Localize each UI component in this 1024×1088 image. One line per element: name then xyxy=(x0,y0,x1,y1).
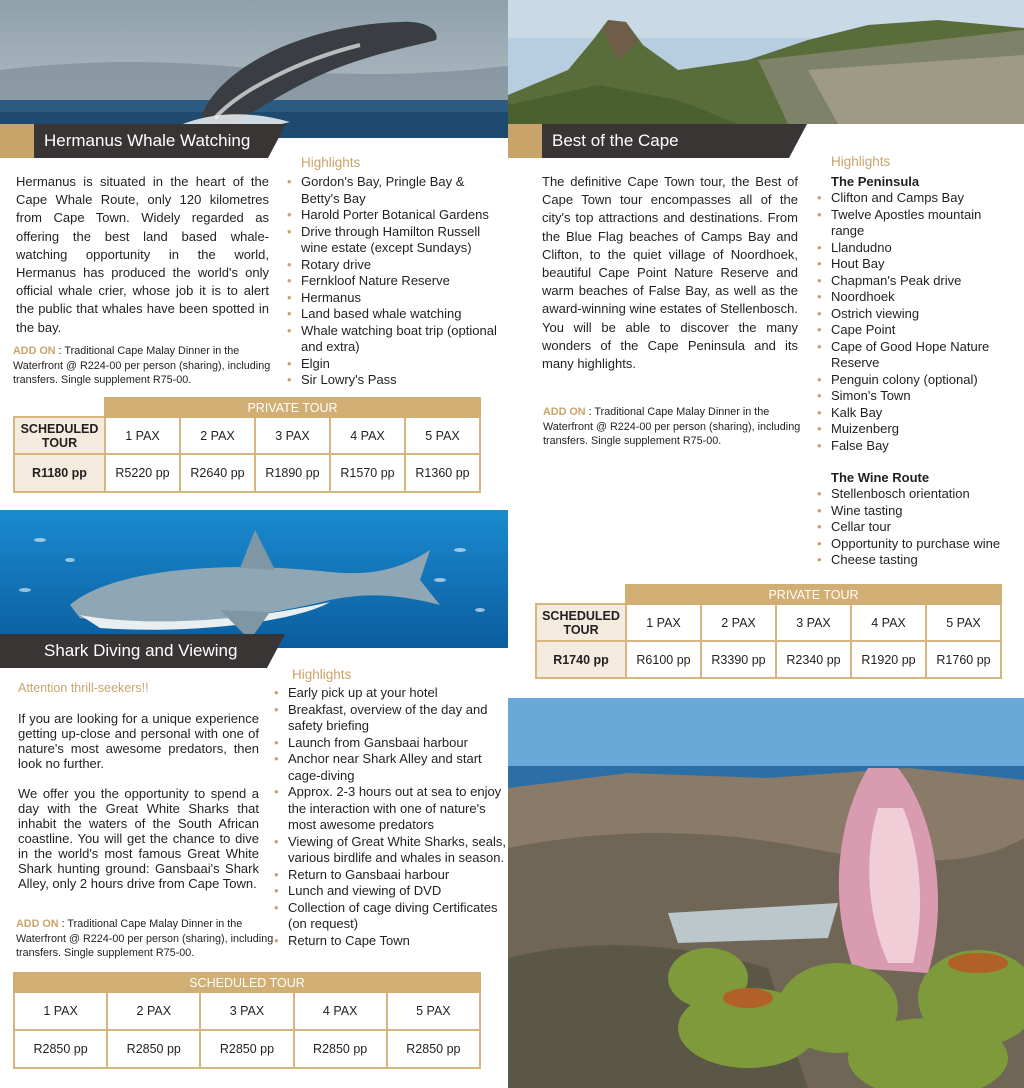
cape-price-table xyxy=(535,584,1002,679)
list-item: • Cheese tasting xyxy=(817,552,1017,569)
hermanus-highlights-title: Highlights xyxy=(301,155,361,170)
list-item: • Opportunity to purchase wine xyxy=(817,536,1017,553)
price-cell: R2850 pp xyxy=(200,1030,293,1068)
list-item: • Fernkloof Nature Reserve xyxy=(287,273,501,290)
shark-title: Shark Diving and Viewing xyxy=(0,634,267,668)
list-item: • Kalk Bay xyxy=(817,405,1013,422)
cape-addon xyxy=(543,405,805,449)
list-item: • Launch from Gansbaai harbour xyxy=(274,735,506,752)
list-item: • Rotary drive xyxy=(287,257,501,274)
list-item: • Cellar tour xyxy=(817,519,1017,536)
banner-cut xyxy=(268,124,286,158)
scheduled-price: R1740 pp xyxy=(536,641,626,678)
pax-header: 1 PAX xyxy=(14,992,107,1030)
list-item: • Wine tasting xyxy=(817,503,1017,520)
list-item: • Drive through Hamilton Russell wine estate (except Sundays) xyxy=(287,224,501,257)
addon-label: ADD ON xyxy=(543,406,586,418)
addon-text: : Traditional Cape Malay Dinner in the Waterfront @ R224-00 per person (sharing), including transfers. Single supplement R75-00. xyxy=(13,345,271,386)
pax-header: 1 PAX xyxy=(105,417,180,454)
list-item: • Return to Gansbaai harbour xyxy=(274,867,506,884)
scheduled-tour-label: SCHEDULED TOUR xyxy=(536,604,626,641)
peninsula-title: The Peninsula xyxy=(831,174,920,189)
list-item: • Whale watching boat trip (optional and extra) xyxy=(287,323,501,356)
list-item: • Ostrich viewing xyxy=(817,306,1013,323)
price-cell: R5220 pp xyxy=(105,454,180,492)
list-item: • Return to Cape Town xyxy=(274,933,506,950)
pax-header: 4 PAX xyxy=(294,992,387,1030)
pax-header: 3 PAX xyxy=(255,417,330,454)
scheduled-price: R1180 pp xyxy=(14,454,105,492)
price-cell: R1890 pp xyxy=(255,454,330,492)
list-item: • Noordhoek xyxy=(817,289,1013,306)
list-item: • Hermanus xyxy=(287,290,501,307)
price-cell: R2850 pp xyxy=(14,1030,107,1068)
addon-text: : Traditional Cape Malay Dinner in the Waterfront @ R224-00 per person (sharing), including transfers. Single supplement R75-00. xyxy=(16,918,274,959)
price-cell: R6100 pp xyxy=(626,641,701,678)
hermanus-description: Hermanus is situated in the heart of the Cape Whale Route, only 120 kilometres from Cape Town. Widely regarded as offering the best land based whale-watching opportunity in the world, Hermanus has produced the world's only official whale crier, whose job it is to alert the public that whales have been spotted in the bay. xyxy=(16,174,269,335)
list-item: • Hout Bay xyxy=(817,256,1013,273)
table-spacer xyxy=(536,585,626,604)
cape-description: The definitive Cape Town tour, the Best of Cape Town tour encompasses all of the city's top attractions and destinations. From the Blue Flag beaches of Camps Bay and Clifton, to the quiet village of Noordhoek, beautiful Cape Point Nature Reserve and warm beaches of False Bay, as well as the award-winning wine estates of Stellenbosch. You will be able to discover the many wonders of the Cape Peninsula and its many highlights. xyxy=(542,174,798,372)
hermanus-title: Hermanus Whale Watching xyxy=(34,124,268,158)
scheduled-tour-label: SCHEDULED TOUR xyxy=(14,417,105,454)
list-item: • Twelve Apostles mountain range xyxy=(817,207,1013,240)
price-cell: R2850 pp xyxy=(107,1030,200,1068)
addon-label: ADD ON xyxy=(16,918,59,930)
price-cell: R2340 pp xyxy=(776,641,851,678)
list-item: • Collection of cage diving Certificates (on request) xyxy=(274,900,506,933)
hermanus-title-banner xyxy=(0,124,286,158)
price-cell: R3390 pp xyxy=(701,641,776,678)
list-item: • Llandudno xyxy=(817,240,1013,257)
list-item: • Early pick up at your hotel xyxy=(274,685,506,702)
cape-highlights-title: Highlights xyxy=(831,154,891,169)
banner-tab xyxy=(0,124,34,158)
list-item: • Harold Porter Botanical Gardens xyxy=(287,207,501,224)
pax-header: 4 PAX xyxy=(330,417,405,454)
pax-header: 5 PAX xyxy=(926,604,1001,641)
price-cell: R1760 pp xyxy=(926,641,1001,678)
hermanus-highlights-list xyxy=(287,174,501,389)
shark-title-banner xyxy=(0,634,285,668)
shark-paragraph-2: We offer you the opportunity to spend a day with the Great White Sharks that inhabit the waters of the South African coastline. You will get the chance to dive in the world's most famous Great White Shark hunting ground: Gansbaai's Shark Alley, only 2 hours drive from Cape Town. xyxy=(18,786,259,891)
list-item: • Muizenberg xyxy=(817,421,1013,438)
wine-route-list xyxy=(817,486,1017,569)
shark-paragraph-1: If you are looking for a unique experience getting up-close and personal with one of nature's most awesome predators, then look no further. xyxy=(18,711,259,771)
pax-header: 5 PAX xyxy=(405,417,480,454)
list-item: • Gordon's Bay, Pringle Bay & Betty's Bay xyxy=(287,174,501,207)
peninsula-list xyxy=(817,190,1013,454)
addon-text: : Traditional Cape Malay Dinner in the Waterfront @ R224-00 per person (sharing), including transfers. Single supplement R75-00. xyxy=(543,406,801,447)
list-item: • Simon's Town xyxy=(817,388,1013,405)
banner-tab xyxy=(508,124,542,158)
shark-highlights-title: Highlights xyxy=(292,667,352,682)
addon-label: ADD ON xyxy=(13,345,56,357)
price-cell: R1570 pp xyxy=(330,454,405,492)
list-item: • False Bay xyxy=(817,438,1013,455)
banner-cut xyxy=(267,634,285,668)
price-cell: R1920 pp xyxy=(851,641,926,678)
shark-price-table xyxy=(13,972,481,1069)
list-item: • Land based whale watching xyxy=(287,306,501,323)
pax-header: 3 PAX xyxy=(200,992,293,1030)
list-item: • Approx. 2-3 hours out at sea to enjoy the interaction with one of nature's most awesome predators xyxy=(274,784,506,834)
pax-header: 3 PAX xyxy=(776,604,851,641)
cape-title-banner xyxy=(508,124,807,158)
list-item: • Cape Point xyxy=(817,322,1013,339)
list-item: • Breakfast, overview of the day and safety briefing xyxy=(274,702,506,735)
whale-photo xyxy=(0,0,508,138)
hermanus-addon xyxy=(13,344,275,388)
list-item: • Elgin xyxy=(287,356,501,373)
scheduled-tour-header: SCHEDULED TOUR xyxy=(14,973,480,992)
table-spacer xyxy=(14,398,105,417)
table-mountain-photo xyxy=(508,0,1024,124)
shark-highlights-list xyxy=(274,685,506,949)
shark-addon xyxy=(16,917,278,961)
pax-header: 2 PAX xyxy=(107,992,200,1030)
list-item: • Anchor near Shark Alley and start cage-diving xyxy=(274,751,506,784)
pax-header: 5 PAX xyxy=(387,992,480,1030)
list-item: • Lunch and viewing of DVD xyxy=(274,883,506,900)
private-tour-header: PRIVATE TOUR xyxy=(105,398,480,417)
cape-title: Best of the Cape xyxy=(542,124,789,158)
list-item: • Stellenbosch orientation xyxy=(817,486,1017,503)
hermanus-price-table xyxy=(13,397,481,493)
private-tour-header: PRIVATE TOUR xyxy=(626,585,1001,604)
list-item: • Clifton and Camps Bay xyxy=(817,190,1013,207)
shark-attention: Attention thrill-seekers!! xyxy=(18,681,149,695)
protea-photo xyxy=(508,698,1024,1088)
pax-header: 4 PAX xyxy=(851,604,926,641)
list-item: • Cape of Good Hope Nature Reserve xyxy=(817,339,1013,372)
list-item: • Chapman's Peak drive xyxy=(817,273,1013,290)
pax-header: 1 PAX xyxy=(626,604,701,641)
list-item: • Sir Lowry's Pass xyxy=(287,372,501,389)
price-cell: R2850 pp xyxy=(387,1030,480,1068)
pax-header: 2 PAX xyxy=(701,604,776,641)
price-cell: R1360 pp xyxy=(405,454,480,492)
list-item: • Viewing of Great White Sharks, seals, various birdlife and whales in season. xyxy=(274,834,506,867)
list-item: • Penguin colony (optional) xyxy=(817,372,1013,389)
price-cell: R2850 pp xyxy=(294,1030,387,1068)
pax-header: 2 PAX xyxy=(180,417,255,454)
shark-photo xyxy=(0,510,508,648)
wine-route-title: The Wine Route xyxy=(831,470,930,485)
price-cell: R2640 pp xyxy=(180,454,255,492)
banner-cut xyxy=(789,124,807,158)
